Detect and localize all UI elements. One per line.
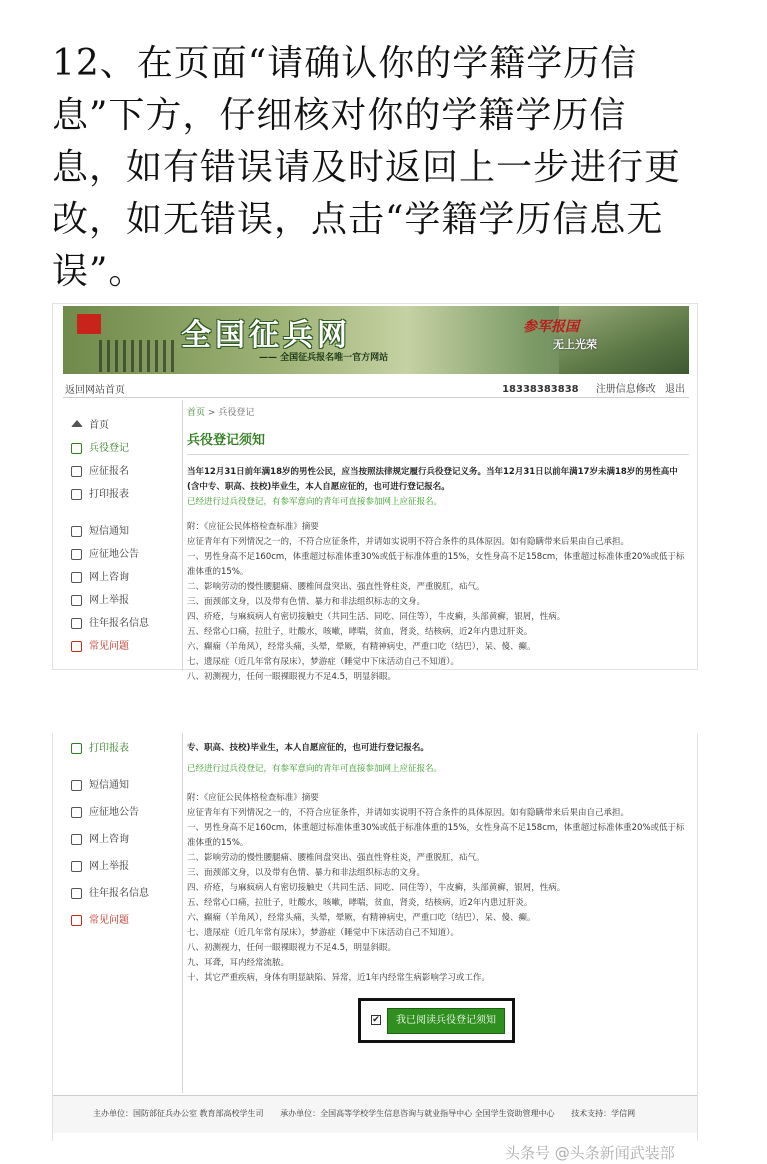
standard-item: 三、面颈部文身，以及带有色情、暴力和非法组织标志的文身。	[187, 868, 426, 878]
notice-body	[187, 465, 689, 685]
standard-item: 二、影响劳动的慢性腰腿痛、腰椎间盘突出、强直性脊柱炎，严重脱肛，疝气。	[187, 853, 485, 863]
chat-icon	[71, 834, 82, 845]
mail-icon	[71, 861, 82, 872]
slogan-line2: 无上光荣	[553, 338, 597, 351]
watermark: 头条号 @头条新闻武装部	[505, 1144, 675, 1162]
history-icon	[71, 618, 82, 629]
footer-tech: 技术支持：学信网	[571, 1109, 636, 1118]
chat-icon	[71, 572, 82, 583]
printer-icon	[71, 489, 82, 500]
mail-icon	[71, 595, 82, 606]
sidebar-item-apply[interactable]: 应征报名	[63, 460, 182, 483]
standard-item: 六、癫痫（羊角风），经常头痛，头晕，晕厥，有精神病史，严重口吃（结巴），呆、傻、癫。	[187, 913, 536, 923]
breadcrumb: 首页 > 兵役登记	[187, 408, 255, 418]
sidebar-item-consult[interactable]: 网上咨询	[63, 566, 182, 589]
standard-intro: 应征青年有下列情况之一的，不符合应征条件，并请如实说明不符合条件的具体原因。如有隐瞒带来后果由自己承担。	[187, 537, 630, 547]
standard-item: 三、面颈部文身，以及带有色情、暴力和非法组织标志的文身。	[187, 597, 426, 607]
apply-icon	[71, 466, 82, 477]
standard-item: 九、耳聋，耳内经常流脓。	[187, 958, 290, 968]
slogan-line1: 参军报国	[523, 319, 579, 335]
slogan	[523, 312, 619, 352]
sidebar-item-bulletin[interactable]: 应征地公告	[63, 543, 182, 566]
notice-body	[187, 741, 689, 986]
bulletin-icon	[71, 807, 82, 818]
site-banner	[63, 306, 689, 374]
notice-para1: 当年12月31日前年满18岁的男性公民，应当按照法律规定履行兵役登记义务。当年12月31日以前年满17岁未满18岁的男性高中(含中专、职高、技校)毕业生，本人自愿应征的，也可进行登记报名。	[187, 467, 678, 492]
footer-organizer: 承办单位：全国高等学校学生信息咨询与就业指导中心 全国学生资助管理中心	[280, 1109, 555, 1118]
site-tagline: —— 全国征兵报名唯一官方网站	[259, 353, 389, 363]
notice-para1-tail: 专、职高、技校)毕业生，本人自愿应征的，也可进行登记报名。	[187, 743, 429, 753]
register-icon	[71, 443, 82, 454]
standard-title: 附：《应征公民体格检查标准》摘要	[187, 793, 319, 803]
sidebar-item-home[interactable]: 首页	[63, 414, 182, 437]
agree-checkbox[interactable]: ✔	[372, 1015, 380, 1025]
standard-item: 二、影响劳动的慢性腰腿痛、腰椎间盘突出、强直性脊柱炎，严重脱肛，疝气。	[187, 582, 485, 592]
standard-item: 一、男性身高不足160cm，体重超过标准体重30%或低于标准体重的15%，女性身高不足158cm，体重超过标准体重20%或低于标准体重的15%。	[187, 823, 685, 848]
standard-item: 八、初测视力，任何一眼裸眼视力不足4.5，明显斜眼。	[187, 943, 397, 953]
message-icon	[71, 780, 82, 791]
sidebar-item-sms[interactable]: 短信通知	[63, 774, 182, 801]
sidebar-item-print[interactable]: 打印报表	[63, 483, 182, 506]
screenshot-bottom	[52, 733, 698, 1141]
breadcrumb-home[interactable]: 首页	[187, 408, 206, 418]
standard-item: 一、男性身高不足160cm，体重超过标准体重30%或低于标准体重的15%，女性身高不足158cm，体重超过标准体重20%或低于标准体重的15%。	[187, 552, 685, 577]
standard-item: 七、遗尿症（近几年常有尿床），梦游症（睡觉中下床活动自己不知道）。	[187, 928, 460, 938]
sidebar	[63, 400, 183, 671]
sidebar-item-history[interactable]: 往年报名信息	[63, 882, 182, 909]
edit-info-link[interactable]: 注册信息修改	[595, 384, 656, 395]
question-icon	[71, 641, 82, 652]
sidebar-item-register[interactable]: 兵役登记	[63, 437, 182, 460]
notice-para2: 已经进行过兵役登记，有参军意向的青年可直接参加网上应征报名。	[187, 497, 443, 507]
instruction-text: 12、在页面“请确认你的学籍学历信息”下方，仔细核对你的学籍学历信息，如有错误请及时返回上一步进行更改，如无错误，点击“学籍学历信息无误”。	[52, 43, 682, 292]
breadcrumb-current: 兵役登记	[218, 408, 255, 418]
standard-item: 十、其它严重疾病，身体有明显缺陷、异常，近1年内经常生病影响学习或工作。	[187, 973, 490, 983]
user-phone: 18338383838	[502, 384, 579, 395]
soldiers-image	[99, 340, 179, 372]
bulletin-icon	[71, 549, 82, 560]
logout-link[interactable]: 退出	[665, 384, 685, 395]
standard-item: 四、疥疮，与麻疯病人有密切接触史（共同生活、同吃、同住等），牛皮癣，头部黄癣，银屑，性病。	[187, 612, 566, 622]
main-content	[187, 737, 689, 986]
sidebar-item-print[interactable]: 打印报表	[63, 737, 182, 760]
sidebar-item-consult[interactable]: 网上咨询	[63, 828, 182, 855]
site-logo[interactable]: 全国征兵网	[181, 318, 351, 353]
site-footer	[53, 1095, 697, 1133]
sidebar-item-history[interactable]: 往年报名信息	[63, 612, 182, 635]
flag-icon	[77, 314, 101, 334]
standard-item: 五、经常心口痛，拉肚子，吐酸水，咳嗽，哮喘，贫血，肾炎，结核病，近2年内患过肝炎。	[187, 898, 533, 908]
page-title: 兵役登记须知	[187, 433, 689, 455]
agree-button[interactable]: 我已阅读兵役登记须知	[387, 1008, 505, 1034]
notice-para2: 已经进行过兵役登记，有参军意向的青年可直接参加网上应征报名。	[187, 764, 443, 774]
history-icon	[71, 888, 82, 899]
standard-intro: 应征青年有下列情况之一的，不符合应征条件，并请如实说明不符合条件的具体原因。如有隐瞒带来后果由自己承担。	[187, 808, 630, 818]
standard-item: 六、癫痫（羊角风），经常头痛，头晕，晕厥，有精神病史，严重口吃（结巴），呆、傻、癫。	[187, 642, 536, 652]
sidebar-item-report[interactable]: 网上举报	[63, 855, 182, 882]
sidebar	[63, 733, 183, 1093]
top-bar	[63, 376, 689, 398]
sidebar-item-report[interactable]: 网上举报	[63, 589, 182, 612]
sidebar-item-sms[interactable]: 短信通知	[63, 520, 182, 543]
main-content	[187, 400, 689, 685]
printer-icon	[71, 743, 82, 754]
footer-host: 主办单位：国防部征兵办公室 教育部高校学生司	[93, 1109, 264, 1118]
screenshot-top	[52, 303, 698, 682]
standard-item: 四、疥疮，与麻疯病人有密切接触史（共同生活、同吃、同住等），牛皮癣，头部黄癣，银屑，性病。	[187, 883, 566, 893]
standard-title: 附：《应征公民体格检查标准》摘要	[187, 522, 319, 532]
standard-item: 八、初测视力，任何一眼裸眼视力不足4.5，明显斜眼。	[187, 672, 397, 682]
question-icon	[71, 915, 82, 926]
sidebar-item-faq[interactable]: 常见问题	[63, 635, 182, 658]
home-icon	[71, 420, 83, 427]
agree-highlight	[358, 998, 515, 1043]
home-link[interactable]: 返回网站首页	[65, 385, 125, 396]
message-icon	[71, 526, 82, 537]
standard-item: 五、经常心口痛，拉肚子，吐酸水，咳嗽，哮喘，贫血，肾炎，结核病，近2年内患过肝炎。	[187, 627, 533, 637]
sidebar-item-bulletin[interactable]: 应征地公告	[63, 801, 182, 828]
standard-item: 七、遗尿症（近几年常有尿床），梦游症（睡觉中下床活动自己不知道）。	[187, 657, 460, 667]
sidebar-item-faq[interactable]: 常见问题	[63, 909, 182, 936]
